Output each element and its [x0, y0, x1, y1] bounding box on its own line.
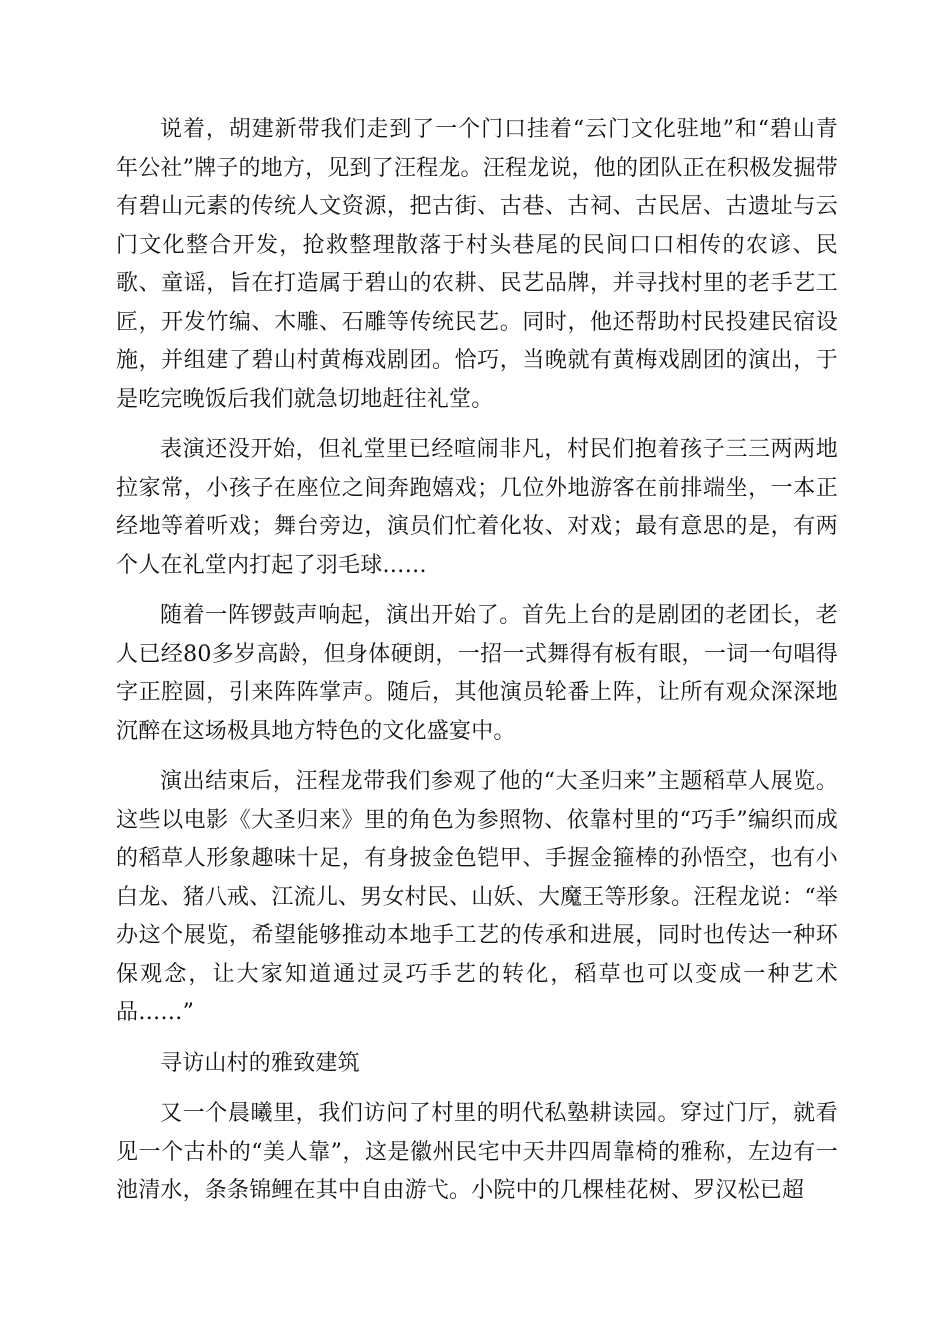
paragraph-3: 随着一阵锣鼓声响起，演出开始了。首先上台的是剧团的老团长，老人已经80多岁高龄，但身体硬朗，一招一式舞得有板有眼，一词一句唱得字正腔圆，引来阵阵掌声。随后，其他演员轮番上阵，让所有观众深深地沉醉在这场极具地方特色的文化盛宴中。: [116, 603, 838, 744]
paragraph-4: 演出结束后，汪程龙带我们参观了他的“大圣归来”主题稻草人展览。这些以电影《大圣归来》里的角色为参照物、依靠村里的“巧手”编织而成的稻草人形象趣味十足，有身披金色铠甲、手握金箍棒的孙悟空，也有小白龙、猪八戒、江流儿、男女村民、山妖、大魔王等形象。汪程龙说：“举办这个展览，希望能够推动本地手工艺的传承和进展，同时也传达一种环保观念，让大家知道通过灵巧手艺的转化，稻草也可以变成一种艺术品……”: [116, 769, 838, 1025]
section-heading: 寻访山村的雅致建筑: [160, 1050, 360, 1076]
paragraph-2: 表演还没开始，但礼堂里已经喧闹非凡，村民们抱着孩子三三两两地拉家常，小孩子在座位之间奔跑嬉戏；几位外地游客在前排端坐，一本正经地等着听戏；舞台旁边，演员们忙着化妆、对戏；最有意思的是，有两个人在礼堂内打起了羽毛球……: [116, 437, 838, 578]
document-page: [116, 111, 838, 1223]
paragraph-1: 说着，胡建新带我们走到了一个门口挂着“云门文化驻地”和“碧山青年公社”牌子的地方，见到了汪程龙。汪程龙说，他的团队正在积极发掘带有碧山元素的传统人文资源，把古街、古巷、古祠、古民居、古遗址与云门文化整合开发，抢救整理散落于村头巷尾的民间口口相传的农谚、民歌、童谣，旨在打造属于碧山的农耕、民艺品牌，并寻找村里的老手艺工匠，开发竹编、木雕、石雕等传统民艺。同时，他还帮助村民投建民宿设施，并组建了碧山村黄梅戏剧团。恰巧，当晚就有黄梅戏剧团的演出，于是吃完晚饭后我们就急切地赶往礼堂。: [116, 117, 838, 412]
paragraph-final: 又一个晨曦里，我们访问了村里的明代私塾耕读园。穿过门厅，就看见一个古朴的“美人靠”，这是徽州民宅中天井四周靠椅的雅称，左边有一池清水，条条锦鲤在其中自由游弋。小院中的几棵桂花树、罗汉松已超: [116, 1101, 838, 1203]
